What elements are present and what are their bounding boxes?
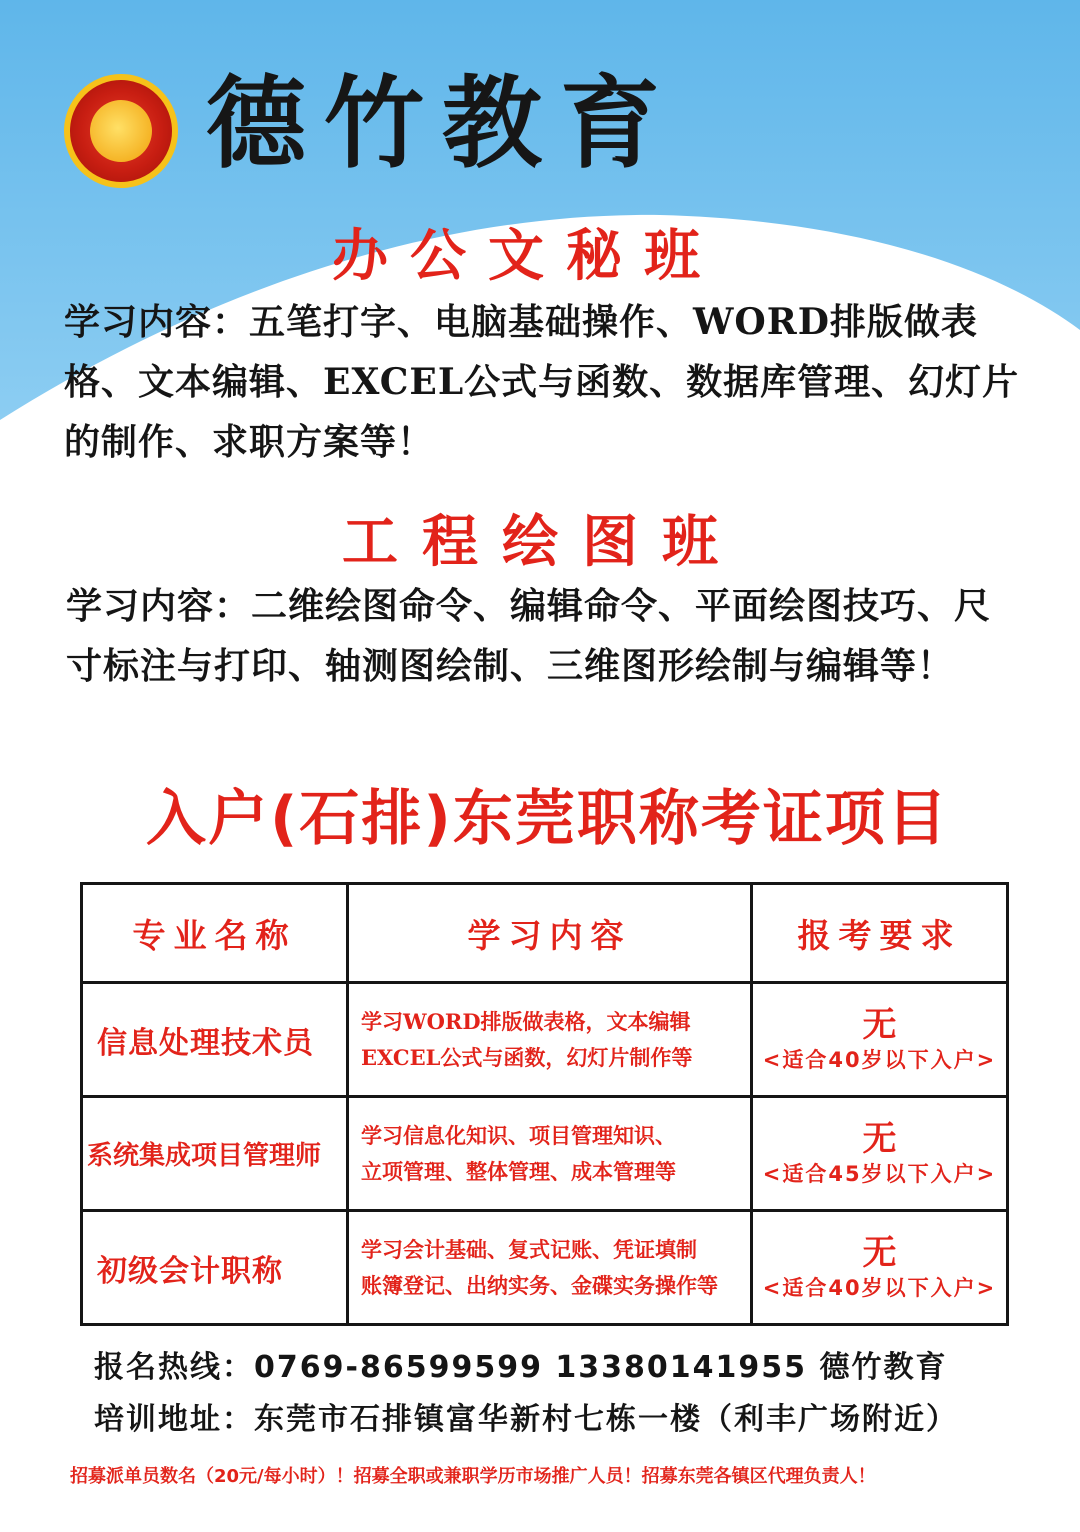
row-requirement (752, 1097, 1008, 1211)
content-line: 学习会计基础、复式记账、凭证填制 (361, 1236, 697, 1262)
header-content: 学习内容 (348, 884, 752, 983)
brand-logo (64, 74, 178, 188)
office-course-content: 学习内容：五笔打字、电脑基础操作、WORD排版做表格、文本编辑、EXCEL公式与函数、数据库管理、幻灯片的制作、求职方案等！ (64, 301, 1020, 463)
office-course-title: 办公文秘班 (332, 224, 722, 289)
content-line: 学习WORD排版做表格，文本编辑 (361, 1008, 691, 1034)
table-row (82, 1097, 1008, 1211)
table-row (82, 983, 1008, 1097)
row-name: 初级会计职称 (82, 1211, 348, 1325)
requirement-main: 无 (862, 1004, 897, 1045)
contact-hotline: 报名热线：0769-86599599 13380141955 德竹教育 (94, 1350, 948, 1385)
content-line: EXCEL公式与函数，幻灯片制作等 (361, 1044, 693, 1070)
logo-emblem (90, 100, 152, 162)
row-requirement (752, 1211, 1008, 1325)
content-line: 账簿登记、出纳实务、金碟实务操作等 (361, 1272, 718, 1298)
recruit-notice: 招募派单员数名（20元/每小时）！招募全职或兼职学历市场推广人员！招募东莞各镇区代理负责人！ (70, 1466, 876, 1487)
requirement-sub: <适合45岁以下入户> (762, 1161, 997, 1186)
row-requirement (752, 983, 1008, 1097)
drawing-course-content: 学习内容：二维绘图命令、编辑命令、平面绘图技巧、尺寸标注与打印、轴测图绘制、三维图形绘制与编辑等！ (66, 585, 992, 687)
cert-table (80, 882, 1006, 1326)
header-requirement: 报考要求 (752, 884, 1008, 983)
table-row (82, 1211, 1008, 1325)
row-content (348, 1097, 752, 1211)
row-content (348, 983, 752, 1097)
cert-section-title: 入户(石排)东莞职称考证项目 (146, 784, 949, 854)
table-header-row (82, 884, 1008, 983)
content-line: 立项管理、整体管理、成本管理等 (361, 1158, 676, 1184)
drawing-course-title: 工程绘图班 (342, 510, 742, 575)
row-name: 系统集成项目管理师 (82, 1097, 348, 1211)
requirement-sub: <适合40岁以下入户> (762, 1047, 997, 1072)
requirement-main: 无 (862, 1118, 897, 1159)
row-name: 信息处理技术员 (82, 983, 348, 1097)
row-content (348, 1211, 752, 1325)
brand-name: 德竹教育 (206, 64, 678, 182)
requirement-main: 无 (862, 1232, 897, 1273)
contact-address: 培训地址：东莞市石排镇富华新村七栋一楼（利丰广场附近） (94, 1402, 958, 1437)
content-line: 学习信息化知识、项目管理知识、 (361, 1122, 676, 1148)
header-major: 专业名称 (82, 884, 348, 983)
requirement-sub: <适合40岁以下入户> (762, 1275, 997, 1300)
